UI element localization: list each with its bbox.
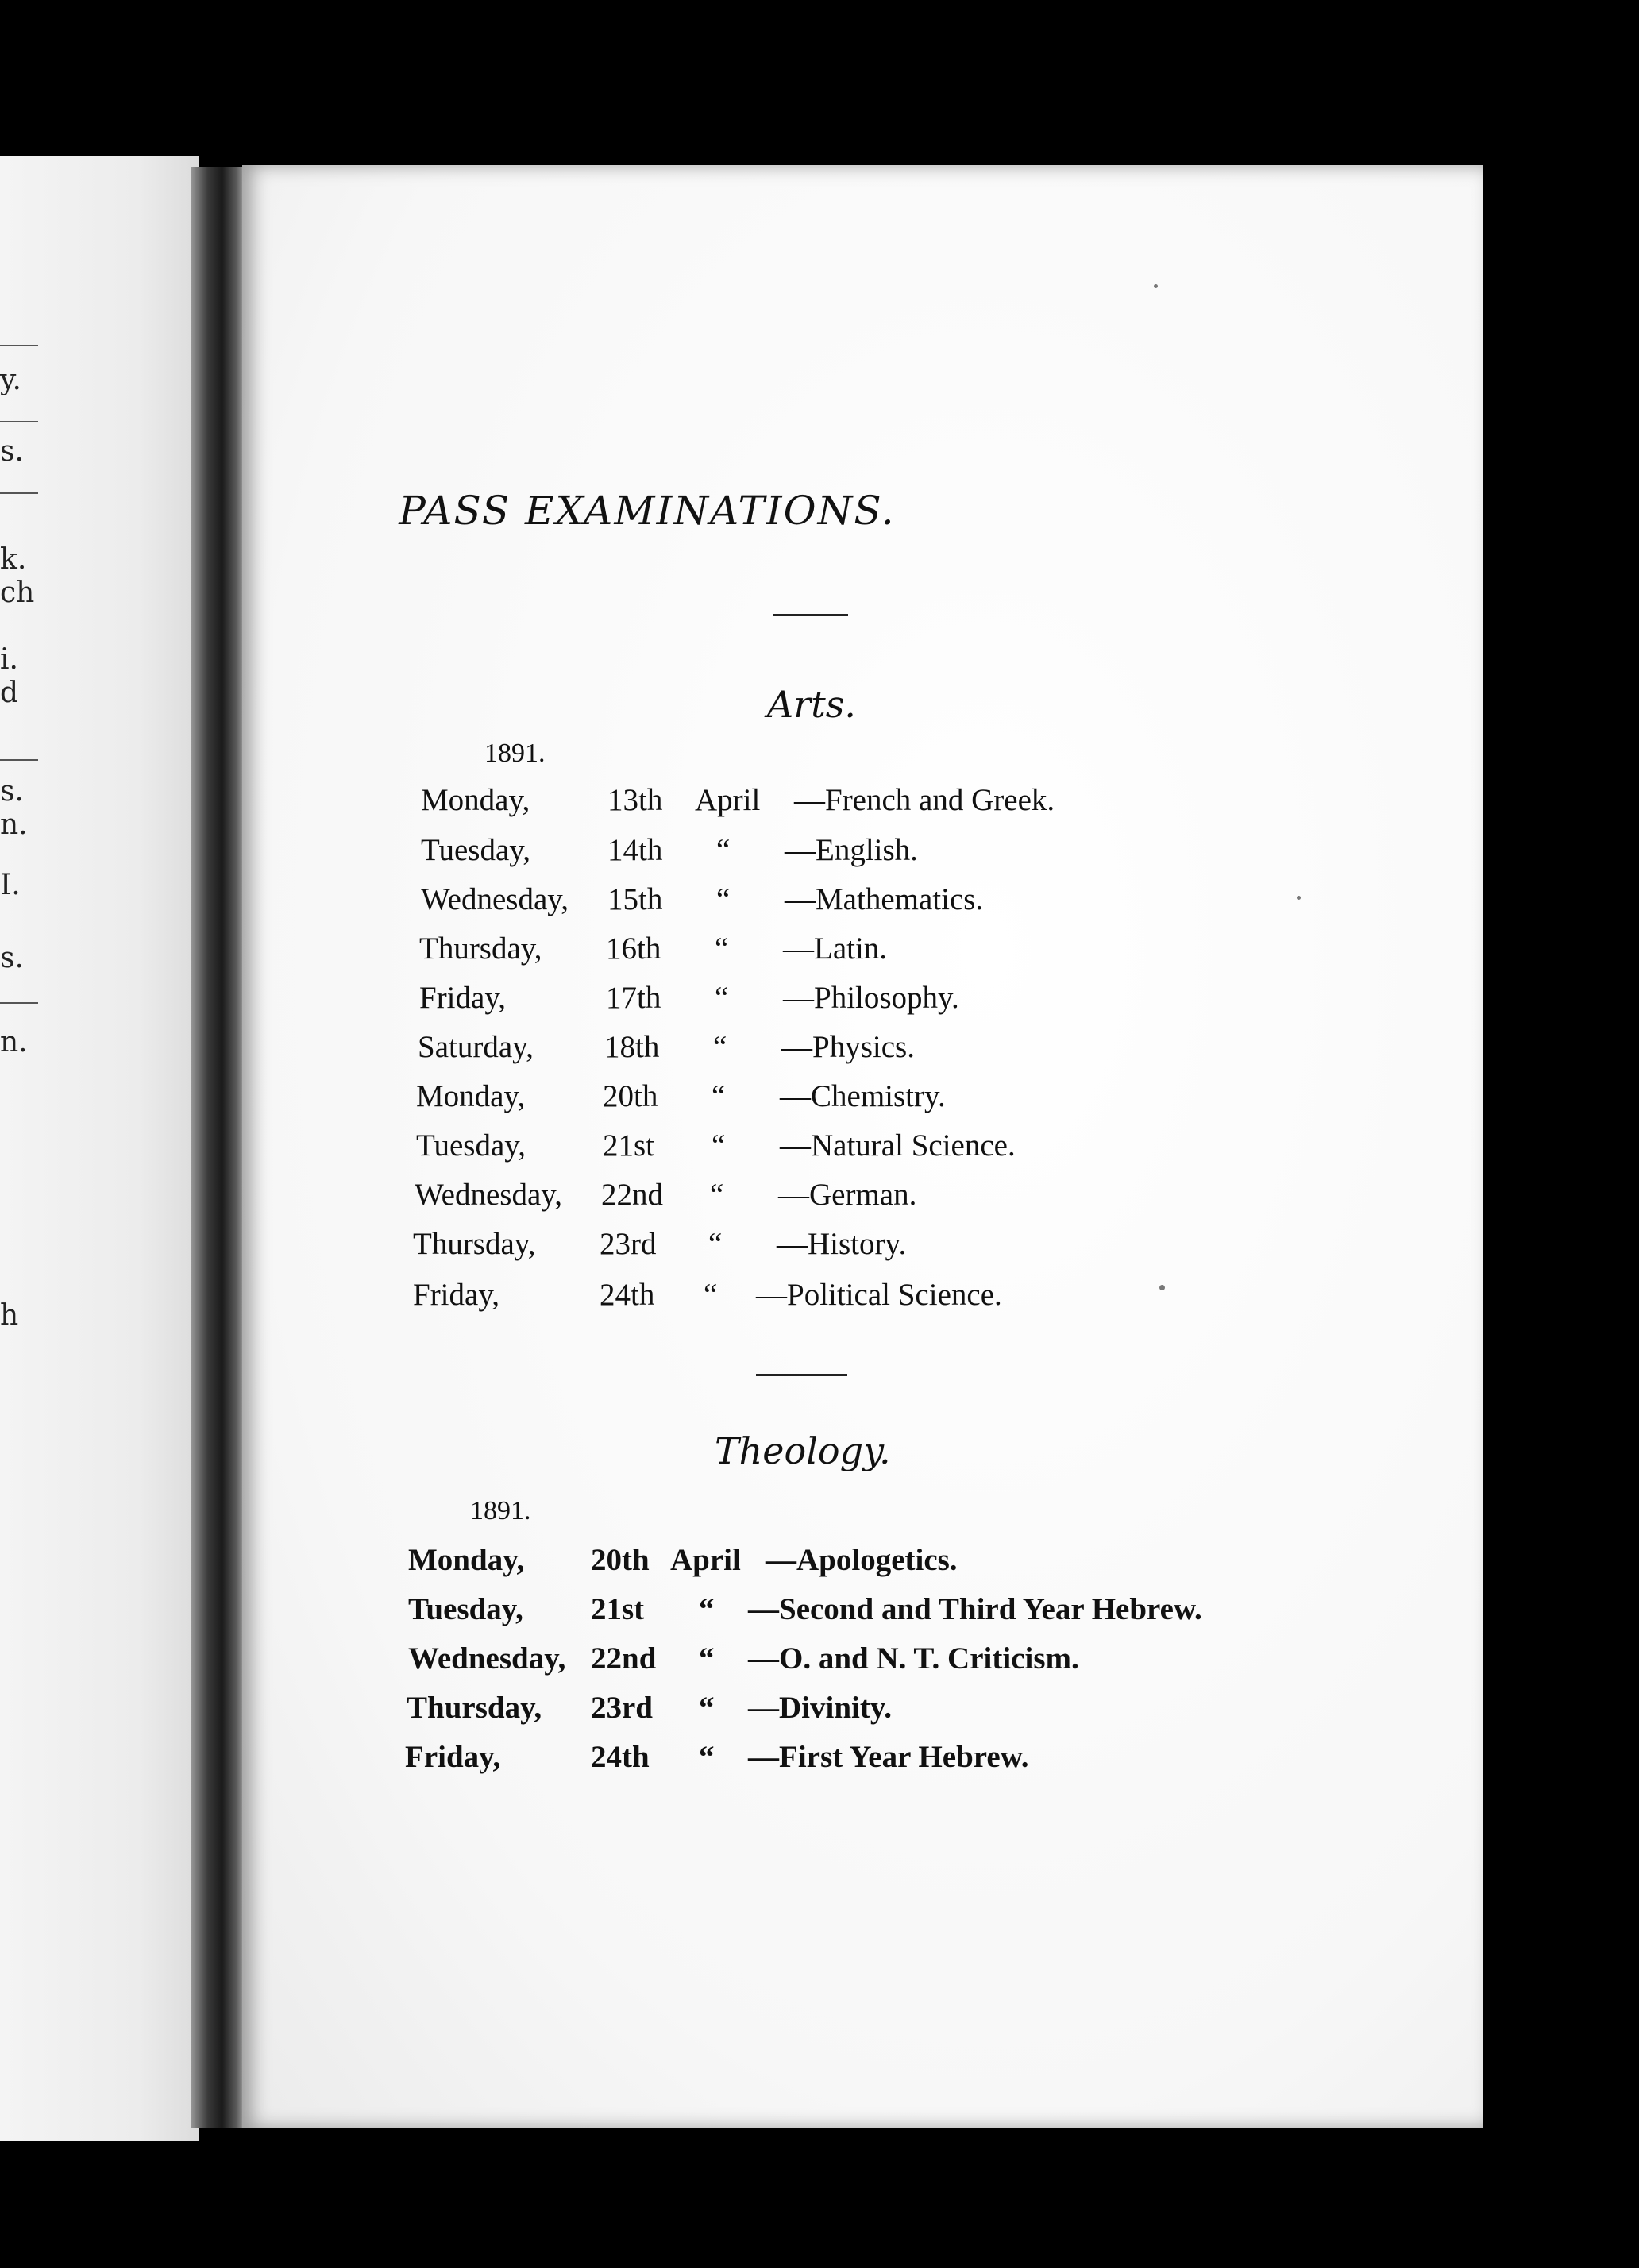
exam-date: 17th xyxy=(606,981,661,1015)
exam-subject: —French and Greek. xyxy=(794,783,1055,817)
left-page-rule xyxy=(0,345,38,346)
exam-date: 21st xyxy=(603,1128,655,1163)
left-page-fragment: k. xyxy=(0,543,27,576)
exam-day: Monday, xyxy=(408,1543,525,1577)
paper-speck xyxy=(1159,1285,1165,1290)
exam-date: 16th xyxy=(606,932,661,966)
exam-day: Friday, xyxy=(419,981,507,1015)
exam-date: 24th xyxy=(591,1740,650,1774)
left-page-fragment: I. xyxy=(0,869,21,901)
exam-subject: —O. and N. T. Criticism. xyxy=(748,1641,1079,1676)
exam-ditto-mark: “ xyxy=(712,1128,726,1163)
exam-day: Tuesday, xyxy=(421,833,530,867)
exam-day: Thursday, xyxy=(419,932,542,966)
exam-ditto-mark: “ xyxy=(715,981,729,1015)
exam-date: 20th xyxy=(603,1079,658,1113)
exam-ditto-mark: “ xyxy=(716,882,731,916)
exam-subject: —Mathematics. xyxy=(785,882,984,916)
exam-ditto-mark: “ xyxy=(699,1641,715,1676)
exam-ditto-mark: “ xyxy=(708,1227,723,1261)
exam-day: Wednesday, xyxy=(421,882,569,916)
exam-day: Monday, xyxy=(421,783,530,817)
left-page-fragment: y. xyxy=(0,364,21,396)
section-year: 1891. xyxy=(470,1496,531,1526)
exam-day: Friday, xyxy=(405,1740,501,1774)
left-page-fragment: s. xyxy=(0,942,24,974)
exam-ditto-mark: “ xyxy=(710,1178,724,1212)
exam-subject: —Chemistry. xyxy=(780,1079,946,1113)
exam-subject: —Physics. xyxy=(781,1030,915,1064)
exam-day: Saturday, xyxy=(418,1030,534,1064)
section-heading-arts: Arts. xyxy=(767,683,856,726)
exam-ditto-mark: “ xyxy=(704,1278,718,1312)
left-page-rule xyxy=(0,1002,38,1004)
left-page-fragment: s. xyxy=(0,435,24,468)
left-page-fragment: ch xyxy=(0,577,35,609)
paper-speck xyxy=(1297,896,1301,900)
exam-ditto-mark: “ xyxy=(699,1740,715,1774)
exam-date: 20th xyxy=(591,1543,650,1577)
exam-ditto-mark: “ xyxy=(713,1030,727,1064)
exam-day: Friday, xyxy=(413,1278,500,1312)
left-facing-page xyxy=(0,156,199,2141)
left-page-fragment: i. xyxy=(0,643,18,676)
exam-day: Monday, xyxy=(416,1079,526,1113)
exam-subject: —English. xyxy=(785,833,918,867)
left-page-fragment: n. xyxy=(0,808,28,841)
exam-subject: —Divinity. xyxy=(748,1691,892,1725)
exam-day: Tuesday, xyxy=(416,1128,526,1163)
section-year: 1891. xyxy=(484,739,546,768)
exam-subject: —Philosophy. xyxy=(783,981,959,1015)
exam-subject: —German. xyxy=(778,1178,917,1212)
exam-day: Thursday, xyxy=(413,1227,536,1261)
exam-ditto-mark: “ xyxy=(715,932,729,966)
title-divider xyxy=(773,614,848,616)
exam-date: 23rd xyxy=(591,1691,653,1725)
exam-ditto-mark: “ xyxy=(699,1691,715,1725)
exam-ditto-mark: “ xyxy=(699,1592,715,1626)
page-title: PASS EXAMINATIONS. xyxy=(399,488,896,534)
exam-day: Wednesday, xyxy=(408,1641,566,1676)
exam-subject: —Second and Third Year Hebrew. xyxy=(748,1592,1202,1626)
exam-date: 21st xyxy=(591,1592,645,1626)
exam-subject: —Apologetics. xyxy=(766,1543,958,1577)
exam-subject: —Latin. xyxy=(783,932,888,966)
exam-month: April xyxy=(670,1543,741,1577)
left-page-fragment: h xyxy=(0,1299,19,1332)
exam-month: April xyxy=(695,783,761,817)
exam-ditto-mark: “ xyxy=(712,1079,726,1113)
exam-subject: —Political Science. xyxy=(756,1278,1002,1312)
exam-subject: —First Year Hebrew. xyxy=(748,1740,1029,1774)
exam-subject: —Natural Science. xyxy=(780,1128,1016,1163)
left-page-fragment: n. xyxy=(0,1026,28,1059)
exam-day: Thursday, xyxy=(407,1691,542,1725)
left-page-rule xyxy=(0,759,38,761)
exam-date: 15th xyxy=(607,882,663,916)
book-spine xyxy=(191,167,248,2128)
paper-speck xyxy=(1154,284,1158,288)
section-divider xyxy=(756,1374,847,1376)
exam-date: 14th xyxy=(607,833,663,867)
exam-date: 22nd xyxy=(601,1178,663,1212)
exam-date: 23rd xyxy=(600,1227,657,1261)
left-page-rule xyxy=(0,421,38,422)
exam-day: Tuesday, xyxy=(408,1592,523,1626)
exam-date: 18th xyxy=(604,1030,660,1064)
left-page-rule xyxy=(0,492,38,494)
exam-ditto-mark: “ xyxy=(716,833,731,867)
exam-date: 24th xyxy=(600,1278,655,1312)
left-page-fragment: d xyxy=(0,677,19,709)
exam-subject: —History. xyxy=(777,1227,907,1261)
left-page-fragment: s. xyxy=(0,775,24,808)
exam-day: Wednesday, xyxy=(415,1178,563,1212)
exam-date: 13th xyxy=(607,783,663,817)
exam-date: 22nd xyxy=(591,1641,657,1676)
section-heading-theology: Theology. xyxy=(715,1429,891,1472)
